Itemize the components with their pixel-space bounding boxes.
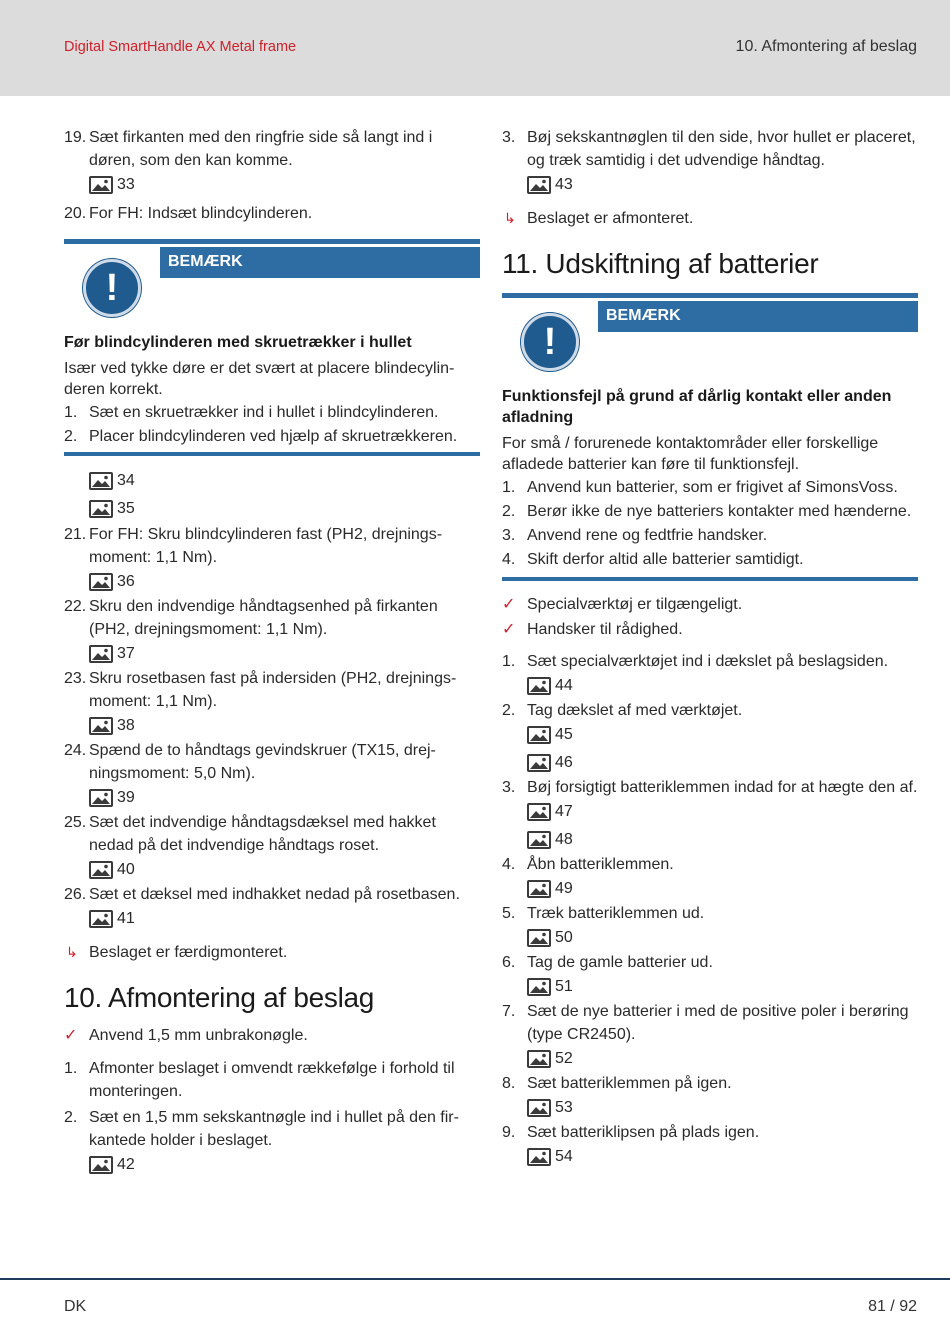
figure-ref: 34 <box>64 468 480 494</box>
product-name: Digital SmartHandle AX Metal frame <box>64 39 297 55</box>
step-b6: 6. Tag de gamle batterier ud. <box>502 954 713 971</box>
figure-ref: 44 <box>502 673 918 699</box>
notice-text: For små / forurenede kontaktområder eller forskellige afladede batterier kan føre til funktionsfejl. <box>502 435 879 473</box>
notice-badge: BEMÆRK <box>598 301 918 332</box>
image-icon <box>527 726 551 744</box>
step-b8: 8. Sæt batteriklemmen på igen. <box>502 1075 732 1092</box>
prerequisite-item: ✓ Specialværktøj er tilgængeligt. <box>502 593 918 616</box>
chapter-title: 10. Afmontering af beslag <box>735 38 917 55</box>
notice-title: Funktionsfejl på grund af dårlig kontakt eller anden afladning <box>502 388 892 426</box>
notice-title: Før blindcylinderen med skruetrækker i hullet <box>64 334 412 351</box>
image-icon <box>89 472 113 490</box>
image-icon <box>89 645 113 663</box>
notice-item: 4. Skift derfor altid alle batterier samtidigt. <box>502 551 804 568</box>
notice-box <box>502 293 918 581</box>
figure-ref: 37 <box>64 641 480 667</box>
figure-ref: 40 <box>64 857 480 883</box>
figure-ref: 43 <box>502 172 918 198</box>
notice-item: 3. Anvend rene og fedtfrie handsker. <box>502 527 768 544</box>
result-line: ↳ Beslaget er afmonteret. <box>502 207 918 230</box>
image-icon <box>89 500 113 518</box>
check-icon: ✓ <box>64 1027 78 1044</box>
exclamation-icon: ! <box>521 313 579 371</box>
step-24: 24. Spænd de to håndtags gevindskruer (TX15, drejningsmoment: 5,0 Nm). <box>64 742 436 782</box>
step-b2: 2. Tag dækslet af med værktøjet. <box>502 702 743 719</box>
figure-ref: 33 <box>64 172 480 198</box>
image-icon <box>527 1148 551 1166</box>
figure-ref: 54 <box>502 1144 918 1170</box>
step-b1: 1. Sæt specialværktøjet ind i dækslet på beslagsiden. <box>502 653 889 670</box>
image-icon <box>89 910 113 928</box>
step-b4: 4. Åbn batteriklemmen. <box>502 856 674 873</box>
result-arrow-icon: ↳ <box>504 210 516 226</box>
check-icon: ✓ <box>502 596 516 613</box>
step-a2: 2. Sæt en 1,5 mm sekskantnøgle ind i hullet på den firkantede holder i beslaget. <box>64 1109 459 1149</box>
result-line: ↳ Beslaget er færdigmonteret. <box>64 941 480 964</box>
notice-badge: BEMÆRK <box>160 247 480 278</box>
footer-divider <box>0 1278 950 1280</box>
image-icon <box>527 677 551 695</box>
figure-ref: 38 <box>64 713 480 739</box>
image-icon <box>527 176 551 194</box>
check-icon: ✓ <box>502 621 516 638</box>
image-icon <box>527 803 551 821</box>
image-icon <box>89 789 113 807</box>
page-number: 81 / 92 <box>868 1298 917 1315</box>
step-22: 22. Skru den indvendige håndtagsenhed på firkanten (PH2, drejningsmoment: 1,1 Nm). <box>64 598 438 638</box>
step-23: 23. Skru rosetbasen fast på indersiden (PH2, drejningsmoment: 1,1 Nm). <box>64 670 457 710</box>
step-25: 25. Sæt det indvendige håndtagsdæksel med hakket nedad på det indvendige håndtags roset. <box>64 814 436 854</box>
result-arrow-icon: ↳ <box>66 944 78 960</box>
image-icon <box>527 831 551 849</box>
step-a3: 3. Bøj sekskantnøglen til den side, hvor hullet er placeret, og træk samtidig i det udvendige håndtag. <box>502 129 916 169</box>
notice-item: 2. Placer blindcylinderen ved hjælp af skruetrækkeren. <box>64 428 458 445</box>
figure-ref: 48 <box>502 827 918 853</box>
step-b5: 5. Træk batteriklemmen ud. <box>502 905 705 922</box>
figure-ref: 52 <box>502 1046 918 1072</box>
figure-ref: 50 <box>502 925 918 951</box>
prerequisite-item: ✓ Anvend 1,5 mm unbrakonøgle. <box>64 1024 480 1047</box>
figure-ref: 53 <box>502 1095 918 1121</box>
notice-item: 1. Sæt en skruetrækker ind i hullet i blindcylinderen. <box>64 404 439 421</box>
right-column <box>502 126 918 1170</box>
figure-ref: 41 <box>64 906 480 932</box>
step-b9: 9. Sæt batteriklipsen på plads igen. <box>502 1124 760 1141</box>
step-a1: 1. Afmonter beslaget i omvendt rækkefølge i forhold til monteringen. <box>64 1060 455 1100</box>
notice-box <box>64 239 480 456</box>
step-19: 19. Sæt firkanten med den ringfrie side så langt ind i døren, som den kan komme. <box>64 129 433 169</box>
figure-ref: 46 <box>502 750 918 776</box>
figure-ref: 49 <box>502 876 918 902</box>
image-icon <box>527 929 551 947</box>
image-icon <box>89 176 113 194</box>
figure-ref: 35 <box>64 496 480 522</box>
image-icon <box>89 861 113 879</box>
image-icon <box>527 754 551 772</box>
step-b7: 7. Sæt de nye batterier i med de positive poler i berøring (type CR2450). <box>502 1003 909 1043</box>
step-21: 21. For FH: Skru blindcylinderen fast (PH2, drejningsmoment: 1,1 Nm). <box>64 526 443 566</box>
figure-ref: 42 <box>64 1152 480 1178</box>
notice-item: 2. Berør ikke de nye batteriers kontakter med hænderne. <box>502 503 912 520</box>
section-heading-11: 11. Udskiftning af batterier <box>502 248 819 279</box>
section-heading-10: 10. Afmontering af beslag <box>64 982 375 1013</box>
figure-ref: 39 <box>64 785 480 811</box>
image-icon <box>89 717 113 735</box>
step-b3: 3. Bøj forsigtigt batteriklemmen indad for at hægte den af. <box>502 779 918 796</box>
prerequisite-item: ✓ Handsker til rådighed. <box>502 618 918 641</box>
step-26: 26. Sæt et dæksel med indhakket nedad på rosetbasen. <box>64 886 460 903</box>
image-icon <box>527 1099 551 1117</box>
notice-text: Især ved tykke døre er det svært at placere blindecylinderen korrekt. <box>64 360 455 398</box>
image-icon <box>89 573 113 591</box>
figure-ref: 45 <box>502 722 918 748</box>
left-column <box>64 126 480 1178</box>
figure-ref: 47 <box>502 799 918 825</box>
image-icon <box>527 978 551 996</box>
page-header <box>0 0 950 96</box>
image-icon <box>527 1050 551 1068</box>
step-20: 20. For FH: Indsæt blindcylinderen. <box>64 205 313 222</box>
image-icon <box>527 880 551 898</box>
figure-ref: 36 <box>64 569 480 595</box>
notice-item: 1. Anvend kun batterier, som er frigivet af SimonsVoss. <box>502 479 898 496</box>
figure-ref: 51 <box>502 974 918 1000</box>
image-icon <box>89 1156 113 1174</box>
exclamation-icon: ! <box>83 259 141 317</box>
footer-language: DK <box>64 1298 87 1315</box>
